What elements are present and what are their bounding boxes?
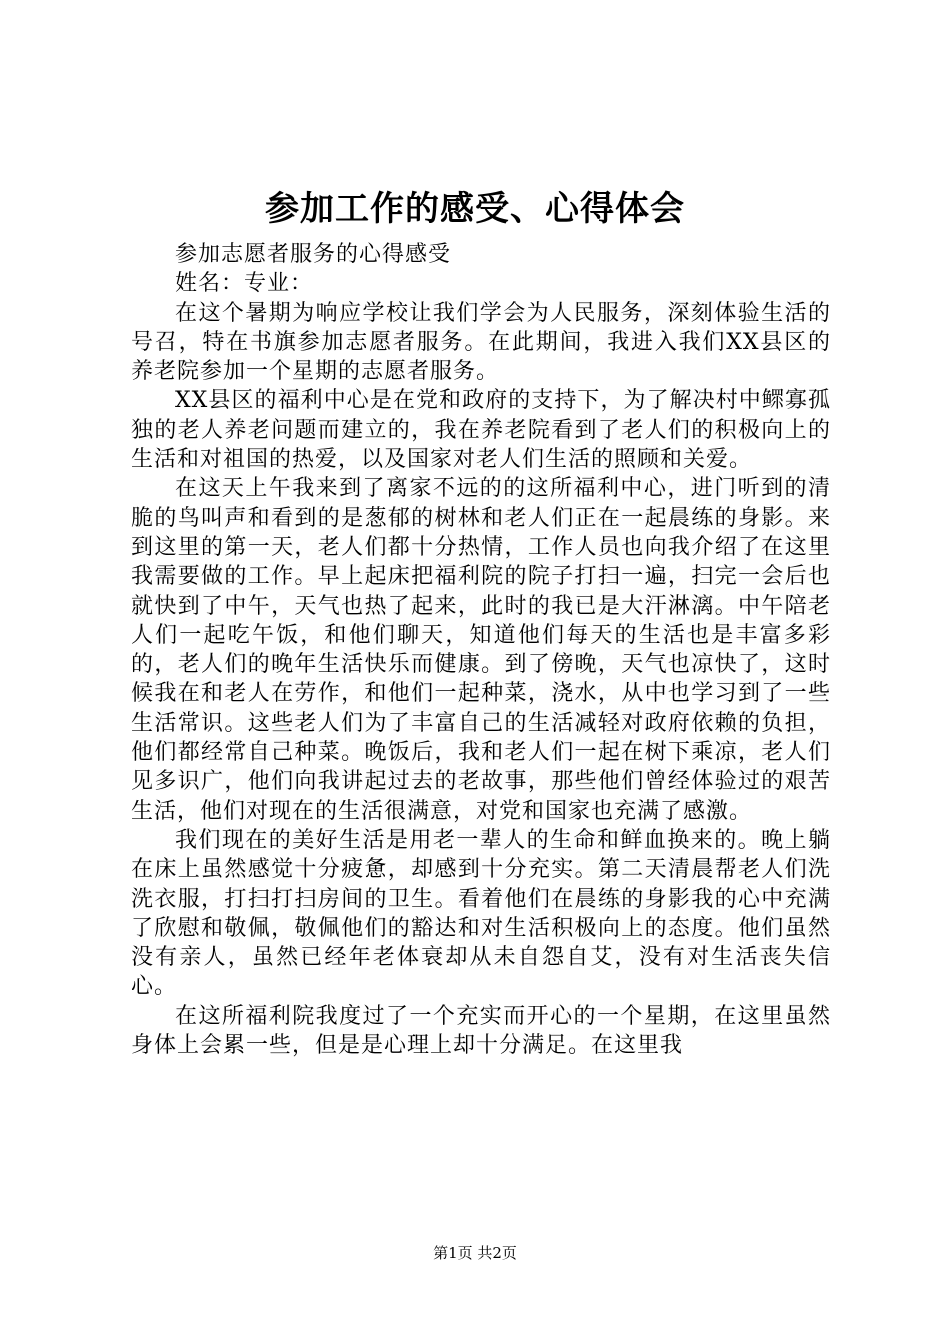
paragraph-3: 在这天上午我来到了离家不远的的这所福利中心，进门听到的清脆的鸟叫声和看到的是葱郁的树林和老人们正在一起晨练的身影。来到这里的第一天，老人们都十分热情，工作人员也向我介绍了在这里我需要做的工作。早上起床把福利院的院子打扫一遍，扫完一会后也就快到了中午，天气也热了起来，此时的我已是大汗淋漓。中午陪老人们一起吃午饭，和他们聊天，知道他们每天的生活也是丰富多彩的，老人们的晚年生活快乐而健康。到了傍晚，天气也凉快了，这时候我在和老人在劳作，和他们一起种菜，浇水，从中也学习到了一些生活常识。这些老人们为了丰富自己的生活减轻对政府依赖的负担，他们都经常自己种菜。晚饭后，我和老人们一起在树下乘凉，老人们见多识广，他们向我讲起过去的老故事，那些他们曾经体验过的艰苦生活，他们对现在的生活很满意，对党和国家也充满了感激。 [131,476,831,824]
paragraph-5: 在这所福利院我度过了一个充实而开心的一个星期，在这里虽然身体上会累一些，但是是心理上却十分满足。在这里我 [131,1003,831,1059]
paragraph-4: 我们现在的美好生活是用老一辈人的生命和鲜血换来的。晚上躺在床上虽然感觉十分疲惫，却感到十分充实。第二天清晨帮老人们洗洗衣服，打扫打扫房间的卫生。看着他们在晨练的身影我的心中充满了欣慰和敬佩，敬佩他们的豁达和对生活积极向上的态度。他们虽然没有亲人，虽然已经年老体衰却从未自怨自艾，没有对生活丧失信心。 [131,827,831,1000]
subtitle-line: 参加志愿者服务的心得感受 [175,242,452,267]
paragraph-1: 在这个暑期为响应学校让我们学会为人民服务，深刻体验生活的号召，特在书旗参加志愿者服务。在此期间，我进入我们XX县区的养老院参加一个星期的志愿者服务。 [131,300,831,385]
document-body [131,240,831,1060]
paragraph-2: XX县区的福利中心是在党和政府的支持下，为了解决村中鳏寡孤独的老人养老问题而建立的，我在养老院看到了老人们的积极向上的生活和对祖国的热爱，以及国家对老人们生活的照顾和关爱。 [131,388,831,473]
name-major-line: 姓名：专业： [175,271,314,297]
page-footer: 第1页 共2页 [433,1244,517,1262]
document-title: 参加工作的感受、心得体会 [265,189,685,229]
